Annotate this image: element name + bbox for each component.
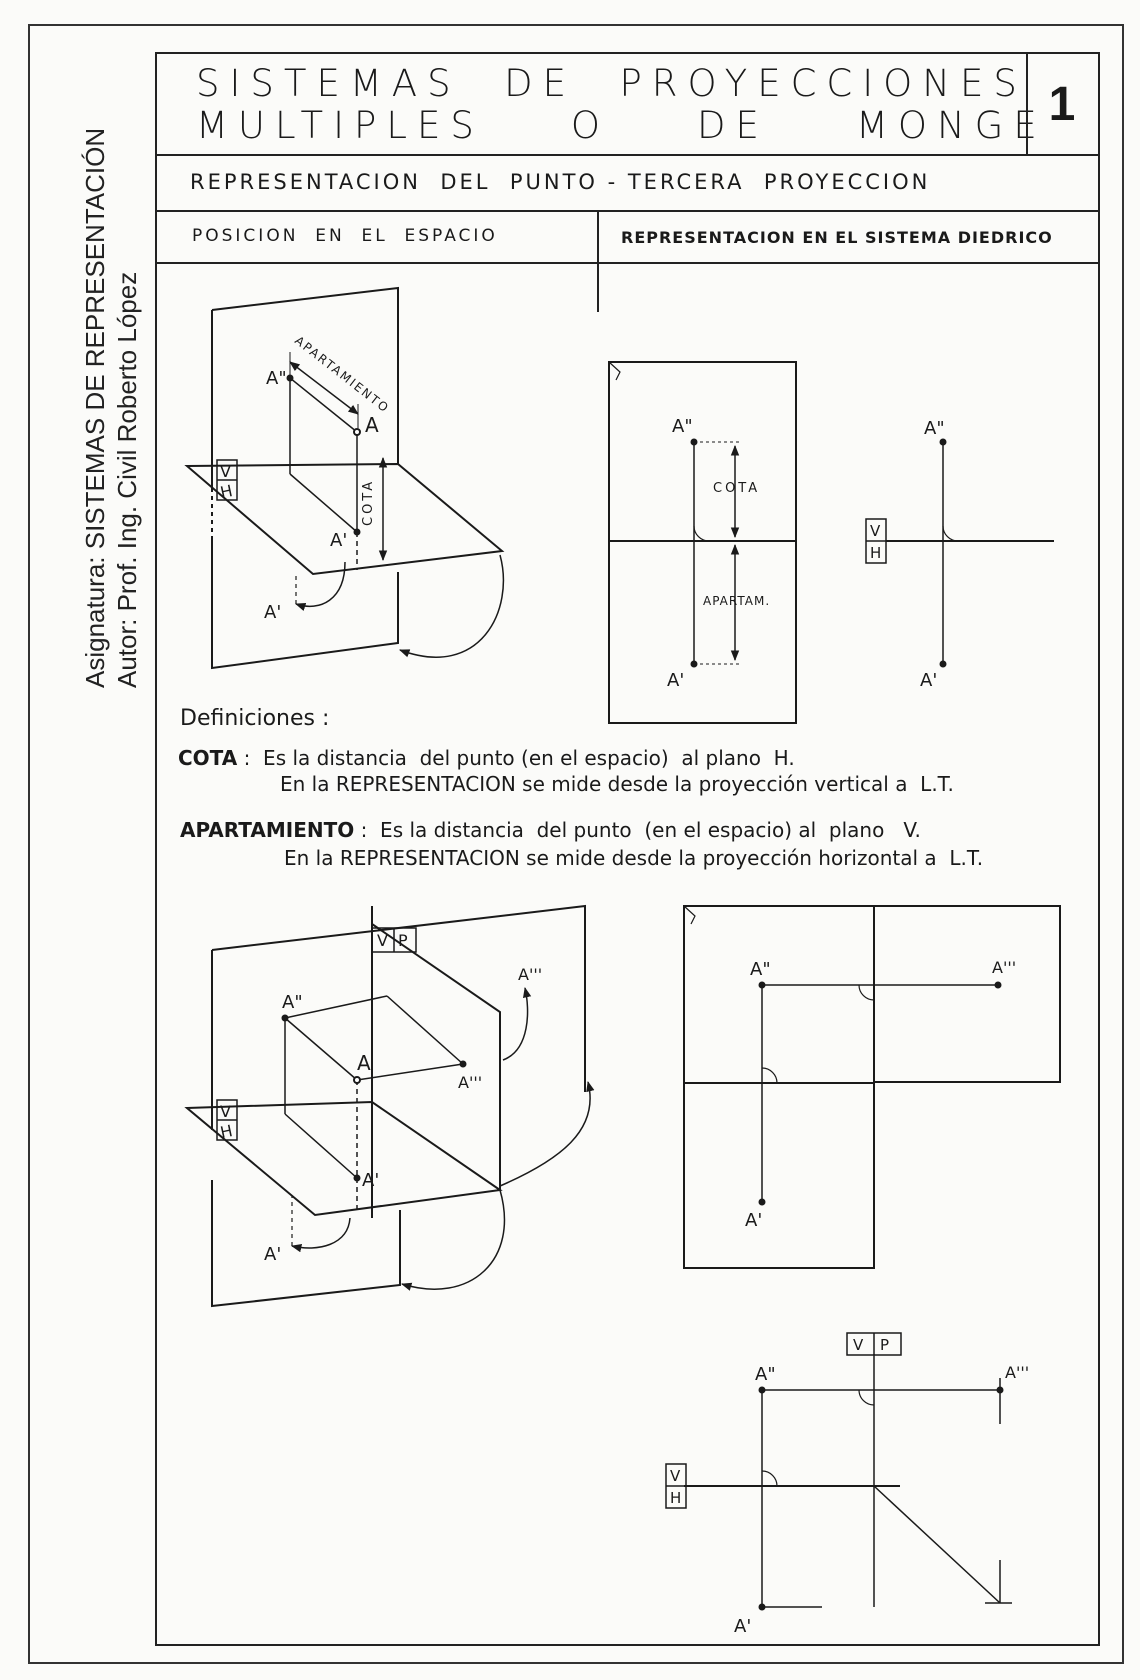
space-view-three-planes-labels [218, 931, 542, 1265]
label-h-3: H [870, 544, 882, 562]
topic-heading: REPRESENTACION DEL PUNTO - TERCERA PROYECCION [190, 170, 931, 194]
label-a-dprime-2: A" [672, 416, 693, 437]
label-v-4b: V [220, 1102, 231, 1121]
label-apartam: APARTAM. [703, 594, 771, 608]
diedric-view-dimensioned-labels [667, 416, 770, 691]
label-a-tprime-4: A''' [458, 1073, 483, 1092]
label-a-prime-2: A' [667, 670, 685, 691]
label-a-tprime-5: A''' [992, 958, 1017, 977]
apartamiento-term: APARTAMIENTO [180, 818, 355, 842]
label-v-4: V [377, 931, 388, 950]
label-a-prime-rot-4: A' [264, 1244, 282, 1265]
label-a-tprime-6: A''' [1005, 1363, 1030, 1382]
label-a-prime-3: A' [920, 670, 938, 691]
label-v-3: V [870, 522, 881, 540]
diedric-view-three-projections-labels [745, 958, 1016, 1231]
label-a-prime-low-4: A' [362, 1170, 380, 1191]
label-a-prime-low-1: A' [330, 530, 348, 551]
label-a-dprime-4: A" [282, 992, 303, 1013]
label-a-dprime-5: A" [750, 959, 771, 980]
label-apartamiento: APARTAMIENTO [292, 333, 393, 416]
label-p-6: P [880, 1336, 890, 1354]
label-v-6: V [853, 1336, 864, 1354]
label-h-4: H [218, 1121, 235, 1143]
cota-definition-line-1 [178, 746, 795, 770]
definitions-heading: Definiciones : [180, 706, 330, 731]
right-column-heading: REPRESENTACION EN EL SISTEMA DIEDRICO [621, 228, 1053, 247]
title-line-1: SISTEMAS DE PROYECCIONES [196, 62, 1027, 105]
space-view-two-planes [187, 288, 503, 668]
label-a-4: A [357, 1051, 371, 1075]
apartamiento-definition-line-1 [180, 818, 921, 842]
diedric-view-dimensioned [609, 362, 796, 723]
title-line-2: MULTIPLES O DE MONGE [196, 104, 1047, 147]
diedric-system-vhp [666, 1333, 1012, 1610]
sheet-number: 1 [1048, 77, 1076, 131]
space-view-two-planes-labels [218, 333, 392, 623]
label-cota-space: COTA [361, 478, 376, 526]
apartamiento-text-1: : Es la distancia del punto (en el espacio) al plano V. [354, 818, 921, 842]
author-label: Autor: Prof. Ing. Civil Roberto López [112, 271, 142, 688]
label-a-prime-5: A' [745, 1210, 763, 1231]
cota-text-1: : Es la distancia del punto (en el espacio) al plano H. [237, 746, 795, 770]
label-cota-rep: COTA [713, 481, 761, 496]
label-a-dprime-6: A" [755, 1364, 776, 1385]
label-h-1: H [218, 481, 235, 503]
label-p-4: P [398, 931, 408, 950]
cota-term: COTA [178, 746, 238, 770]
cota-definition-line-2: En la REPRESENTACION se mide desde la proyección vertical a L.T. [280, 772, 954, 796]
diedric-system-vh [866, 440, 1054, 667]
label-a-prime-6: A' [734, 1616, 752, 1637]
label-a-dprime-1: A" [266, 368, 287, 389]
label-h-6: H [670, 1489, 682, 1507]
label-a-1: A [365, 413, 379, 437]
left-column-heading: POSICION EN EL ESPACIO [192, 226, 498, 246]
label-v-1: V [220, 462, 231, 481]
course-label: Asignatura: SISTEMAS DE REPRESENTACIÓN [80, 127, 110, 688]
apartamiento-definition-line-2: En la REPRESENTACION se mide desde la proyección horizontal a L.T. [284, 846, 984, 870]
label-a-prime-rot-1: A' [264, 602, 282, 623]
label-a-dprime-3: A" [924, 418, 945, 439]
label-a-tprime-rot-4: A''' [518, 965, 543, 984]
diedric-system-vh-labels [870, 418, 945, 691]
label-v-6b: V [670, 1467, 681, 1485]
